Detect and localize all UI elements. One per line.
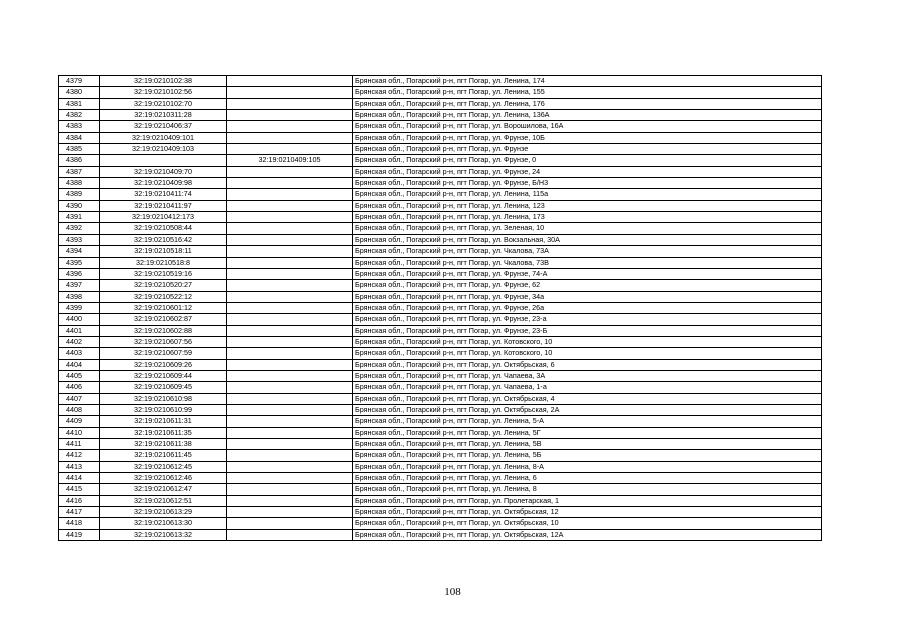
table-row: [59, 325, 822, 336]
cadastral-number-alt-cell: [227, 484, 353, 495]
cadastral-number-cell: 32:19:0210519:16: [100, 268, 227, 279]
address-cell: Брянская обл., Погарский р-н, пгт Погар, ул. Октябрьская, 2А: [353, 404, 822, 415]
cadastral-number-alt-cell: [227, 529, 353, 540]
cadastral-number-cell: 32:19:0210611:45: [100, 450, 227, 461]
row-number-cell: 4404: [59, 359, 100, 370]
cadastral-number-alt-cell: [227, 427, 353, 438]
cadastral-number-alt-cell: [227, 280, 353, 291]
table-row: [59, 495, 822, 506]
row-number-cell: 4381: [59, 98, 100, 109]
row-number-cell: 4392: [59, 223, 100, 234]
table-row: [59, 450, 822, 461]
registry-table-body: [59, 76, 822, 541]
table-row: [59, 382, 822, 393]
cadastral-number-cell: 32:19:0210612:51: [100, 495, 227, 506]
address-cell: Брянская обл., Погарский р-н, пгт Погар, ул. Ленина, 5Б: [353, 450, 822, 461]
cadastral-number-alt-cell: [227, 110, 353, 121]
row-number-cell: 4398: [59, 291, 100, 302]
address-cell: Брянская обл., Погарский р-н, пгт Погар, ул. Пролетарская, 1: [353, 495, 822, 506]
table-row: [59, 393, 822, 404]
address-cell: Брянская обл., Погарский р-н, пгт Погар, ул. Октябрьская, 12: [353, 507, 822, 518]
address-cell: Брянская обл., Погарский р-н, пгт Погар, ул. Чапаева, 3А: [353, 370, 822, 381]
page-number: 108: [444, 586, 461, 598]
table-row: [59, 370, 822, 381]
address-cell: Брянская обл., Погарский р-н, пгт Погар, ул. Фрунзе, 23-а: [353, 314, 822, 325]
cadastral-number-cell: 32:19:0210610:98: [100, 393, 227, 404]
table-row: [59, 280, 822, 291]
cadastral-number-cell: 32:19:0210409:101: [100, 132, 227, 143]
address-cell: Брянская обл., Погарский р-н, пгт Погар, ул. Ленина, 176: [353, 98, 822, 109]
cadastral-number-alt-cell: [227, 473, 353, 484]
address-cell: Брянская обл., Погарский р-н, пгт Погар, ул. Ленина, 6: [353, 473, 822, 484]
row-number-cell: 4412: [59, 450, 100, 461]
cadastral-number-cell: 32:19:0210611:31: [100, 416, 227, 427]
table-row: [59, 314, 822, 325]
cadastral-number-cell: 32:19:0210518:8: [100, 257, 227, 268]
address-cell: Брянская обл., Погарский р-н, пгт Погар, ул. Чкалова, 73А: [353, 246, 822, 257]
cadastral-number-cell: 32:19:0210601:12: [100, 302, 227, 313]
address-cell: Брянская обл., Погарский р-н, пгт Погар, ул. Фрунзе, Б/Н3: [353, 178, 822, 189]
address-cell: Брянская обл., Погарский р-н, пгт Погар, ул. Ленина, 173: [353, 212, 822, 223]
cadastral-number-alt-cell: [227, 382, 353, 393]
table-row: [59, 404, 822, 415]
address-cell: Брянская обл., Погарский р-н, пгт Погар, ул. Котовского, 10: [353, 348, 822, 359]
table-row: [59, 246, 822, 257]
row-number-cell: 4389: [59, 189, 100, 200]
cadastral-number-alt-cell: [227, 393, 353, 404]
cadastral-number-cell: 32:19:0210612:45: [100, 461, 227, 472]
table-row: [59, 200, 822, 211]
row-number-cell: 4396: [59, 268, 100, 279]
table-row: [59, 166, 822, 177]
cadastral-number-alt-cell: [227, 450, 353, 461]
row-number-cell: 4388: [59, 178, 100, 189]
cadastral-number-alt-cell: [227, 302, 353, 313]
cadastral-number-cell: 32:19:0210102:38: [100, 76, 227, 87]
cadastral-number-alt-cell: [227, 87, 353, 98]
cadastral-number-alt-cell: [227, 76, 353, 87]
cadastral-number-cell: 32:19:0210411:97: [100, 200, 227, 211]
table-row: [59, 98, 822, 109]
cadastral-number-cell: 32:19:0210609:44: [100, 370, 227, 381]
cadastral-number-alt-cell: [227, 98, 353, 109]
row-number-cell: 4397: [59, 280, 100, 291]
row-number-cell: 4399: [59, 302, 100, 313]
cadastral-number-cell: 32:19:0210520:27: [100, 280, 227, 291]
cadastral-number-alt-cell: [227, 507, 353, 518]
cadastral-number-alt-cell: [227, 178, 353, 189]
cadastral-number-cell: 32:19:0210611:35: [100, 427, 227, 438]
address-cell: Брянская обл., Погарский р-н, пгт Погар, ул. Фрунзе, 62: [353, 280, 822, 291]
row-number-cell: 4408: [59, 404, 100, 415]
cadastral-number-alt-cell: [227, 325, 353, 336]
cadastral-number-alt-cell: [227, 223, 353, 234]
row-number-cell: 4411: [59, 439, 100, 450]
table-row: [59, 223, 822, 234]
table-row: [59, 507, 822, 518]
row-number-cell: 4383: [59, 121, 100, 132]
cadastral-number-alt-cell: [227, 416, 353, 427]
row-number-cell: 4401: [59, 325, 100, 336]
table-row: [59, 234, 822, 245]
row-number-cell: 4405: [59, 370, 100, 381]
cadastral-number-alt-cell: [227, 348, 353, 359]
address-cell: Брянская обл., Погарский р-н, пгт Погар, ул. Ленина, 5-А: [353, 416, 822, 427]
cadastral-number-cell: 32:19:0210102:70: [100, 98, 227, 109]
address-cell: Брянская обл., Погарский р-н, пгт Погар, ул. Фрунзе: [353, 144, 822, 155]
row-number-cell: 4394: [59, 246, 100, 257]
cadastral-number-alt-cell: [227, 359, 353, 370]
address-cell: Брянская обл., Погарский р-н, пгт Погар, ул. Ленина, 5В: [353, 439, 822, 450]
address-cell: Брянская обл., Погарский р-н, пгт Погар, ул. Чкалова, 73В: [353, 257, 822, 268]
address-cell: Брянская обл., Погарский р-н, пгт Погар, ул. Ворошилова, 16А: [353, 121, 822, 132]
address-cell: Брянская обл., Погарский р-н, пгт Погар, ул. Ленина, 8-А: [353, 461, 822, 472]
cadastral-number-alt-cell: [227, 439, 353, 450]
cadastral-number-cell: 32:19:0210409:103: [100, 144, 227, 155]
table-row: [59, 473, 822, 484]
row-number-cell: 4419: [59, 529, 100, 540]
table-row: [59, 484, 822, 495]
cadastral-number-alt-cell: [227, 257, 353, 268]
cadastral-number-cell: 32:19:0210611:38: [100, 439, 227, 450]
address-cell: Брянская обл., Погарский р-н, пгт Погар, ул. Ленина, 174: [353, 76, 822, 87]
cadastral-number-alt-cell: [227, 518, 353, 529]
address-cell: Брянская обл., Погарский р-н, пгт Погар, ул. Вокзальная, 30А: [353, 234, 822, 245]
row-number-cell: 4409: [59, 416, 100, 427]
table-row: [59, 348, 822, 359]
address-cell: Брянская обл., Погарский р-н, пгт Погар, ул. Фрунзе, 10Б: [353, 132, 822, 143]
cadastral-number-alt-cell: [227, 404, 353, 415]
row-number-cell: 4393: [59, 234, 100, 245]
row-number-cell: 4415: [59, 484, 100, 495]
table-row: [59, 439, 822, 450]
cadastral-number-alt-cell: 32:19:0210409:105: [227, 155, 353, 166]
cadastral-number-alt-cell: [227, 144, 353, 155]
cadastral-number-cell: 32:19:0210518:11: [100, 246, 227, 257]
row-number-cell: 4382: [59, 110, 100, 121]
address-cell: Брянская обл., Погарский р-н, пгт Погар, ул. Ленина, 5Г: [353, 427, 822, 438]
cadastral-number-alt-cell: [227, 200, 353, 211]
row-number-cell: 4414: [59, 473, 100, 484]
cadastral-number-cell: 32:19:0210522:12: [100, 291, 227, 302]
cadastral-number-cell: 32:19:0210102:56: [100, 87, 227, 98]
cadastral-number-cell: 32:19:0210409:70: [100, 166, 227, 177]
table-row: [59, 427, 822, 438]
cadastral-number-alt-cell: [227, 234, 353, 245]
cadastral-number-alt-cell: [227, 189, 353, 200]
row-number-cell: 4379: [59, 76, 100, 87]
table-row: [59, 110, 822, 121]
table-row: [59, 518, 822, 529]
address-cell: Брянская обл., Погарский р-н, пгт Погар, ул. Ленина, 8: [353, 484, 822, 495]
address-cell: Брянская обл., Погарский р-н, пгт Погар, ул. Чапаева, 1-а: [353, 382, 822, 393]
cadastral-number-cell: 32:19:0210612:47: [100, 484, 227, 495]
cadastral-number-cell: 32:19:0210607:59: [100, 348, 227, 359]
cadastral-number-cell: 32:19:0210613:32: [100, 529, 227, 540]
row-number-cell: 4391: [59, 212, 100, 223]
table-row: [59, 121, 822, 132]
cadastral-number-cell: 32:19:0210406:37: [100, 121, 227, 132]
address-cell: Брянская обл., Погарский р-н, пгт Погар, ул. Ленина, 115а: [353, 189, 822, 200]
cadastral-number-cell: 32:19:0210609:26: [100, 359, 227, 370]
cadastral-number-alt-cell: [227, 121, 353, 132]
row-number-cell: 4384: [59, 132, 100, 143]
row-number-cell: 4387: [59, 166, 100, 177]
cadastral-number-alt-cell: [227, 314, 353, 325]
cadastral-number-cell: 32:19:0210602:87: [100, 314, 227, 325]
row-number-cell: 4416: [59, 495, 100, 506]
row-number-cell: 4390: [59, 200, 100, 211]
cadastral-number-alt-cell: [227, 495, 353, 506]
cadastral-number-cell: 32:19:0210612:46: [100, 473, 227, 484]
cadastral-number-alt-cell: [227, 166, 353, 177]
table-row: [59, 268, 822, 279]
cadastral-number-cell: 32:19:0210409:98: [100, 178, 227, 189]
cadastral-number-cell: 32:19:0210411:74: [100, 189, 227, 200]
table-row: [59, 76, 822, 87]
table-row: [59, 155, 822, 166]
address-cell: Брянская обл., Погарский р-н, пгт Погар, ул. Ленина, 123: [353, 200, 822, 211]
cadastral-number-alt-cell: [227, 336, 353, 347]
table-row: [59, 144, 822, 155]
address-cell: Брянская обл., Погарский р-н, пгт Погар, ул. Ленина, 136А: [353, 110, 822, 121]
cadastral-number-cell: 32:19:0210516:42: [100, 234, 227, 245]
cadastral-number-alt-cell: [227, 291, 353, 302]
cadastral-number-cell: [100, 155, 227, 166]
table-row: [59, 461, 822, 472]
table-row: [59, 132, 822, 143]
row-number-cell: 4407: [59, 393, 100, 404]
table-row: [59, 416, 822, 427]
row-number-cell: 4402: [59, 336, 100, 347]
cadastral-number-cell: 32:19:0210602:88: [100, 325, 227, 336]
table-row: [59, 529, 822, 540]
cadastral-number-cell: 32:19:0210613:30: [100, 518, 227, 529]
table-row: [59, 302, 822, 313]
cadastral-number-cell: 32:19:0210508:44: [100, 223, 227, 234]
address-cell: Брянская обл., Погарский р-н, пгт Погар, ул. Ленина, 155: [353, 87, 822, 98]
cadastral-number-alt-cell: [227, 246, 353, 257]
row-number-cell: 4418: [59, 518, 100, 529]
cadastral-number-alt-cell: [227, 212, 353, 223]
table-row: [59, 291, 822, 302]
address-cell: Брянская обл., Погарский р-н, пгт Погар, ул. Фрунзе, 0: [353, 155, 822, 166]
cadastral-number-cell: 32:19:0210609:45: [100, 382, 227, 393]
table-row: [59, 178, 822, 189]
row-number-cell: 4380: [59, 87, 100, 98]
table-row: [59, 212, 822, 223]
cadastral-number-cell: 32:19:0210412:173: [100, 212, 227, 223]
address-cell: Брянская обл., Погарский р-н, пгт Погар, ул. Зеленая, 10: [353, 223, 822, 234]
address-cell: Брянская обл., Погарский р-н, пгт Погар, ул. Котовского, 10: [353, 336, 822, 347]
address-cell: Брянская обл., Погарский р-н, пгт Погар, ул. Октябрьская, 6: [353, 359, 822, 370]
registry-table: [58, 75, 822, 541]
table-row: [59, 359, 822, 370]
table-row: [59, 336, 822, 347]
cadastral-number-alt-cell: [227, 370, 353, 381]
address-cell: Брянская обл., Погарский р-н, пгт Погар, ул. Октябрьская, 4: [353, 393, 822, 404]
row-number-cell: 4395: [59, 257, 100, 268]
row-number-cell: 4406: [59, 382, 100, 393]
address-cell: Брянская обл., Погарский р-н, пгт Погар, ул. Фрунзе, 24: [353, 166, 822, 177]
address-cell: Брянская обл., Погарский р-н, пгт Погар, ул. Фрунзе, 23-Б: [353, 325, 822, 336]
address-cell: Брянская обл., Погарский р-н, пгт Погар, ул. Фрунзе, 26а: [353, 302, 822, 313]
cadastral-number-cell: 32:19:0210613:29: [100, 507, 227, 518]
table-row: [59, 87, 822, 98]
cadastral-number-cell: 32:19:0210311:28: [100, 110, 227, 121]
cadastral-number-alt-cell: [227, 461, 353, 472]
address-cell: Брянская обл., Погарский р-н, пгт Погар, ул. Фрунзе, 34а: [353, 291, 822, 302]
row-number-cell: 4403: [59, 348, 100, 359]
cadastral-number-cell: 32:19:0210607:56: [100, 336, 227, 347]
table-row: [59, 257, 822, 268]
row-number-cell: 4400: [59, 314, 100, 325]
address-cell: Брянская обл., Погарский р-н, пгт Погар, ул. Октябрьская, 10: [353, 518, 822, 529]
cadastral-number-alt-cell: [227, 268, 353, 279]
address-cell: Брянская обл., Погарский р-н, пгт Погар, ул. Фрунзе, 74-А: [353, 268, 822, 279]
row-number-cell: 4385: [59, 144, 100, 155]
cadastral-number-alt-cell: [227, 132, 353, 143]
row-number-cell: 4413: [59, 461, 100, 472]
cadastral-number-cell: 32:19:0210610:99: [100, 404, 227, 415]
address-cell: Брянская обл., Погарский р-н, пгт Погар, ул. Октябрьская, 12А: [353, 529, 822, 540]
row-number-cell: 4410: [59, 427, 100, 438]
row-number-cell: 4417: [59, 507, 100, 518]
row-number-cell: 4386: [59, 155, 100, 166]
table-row: [59, 189, 822, 200]
